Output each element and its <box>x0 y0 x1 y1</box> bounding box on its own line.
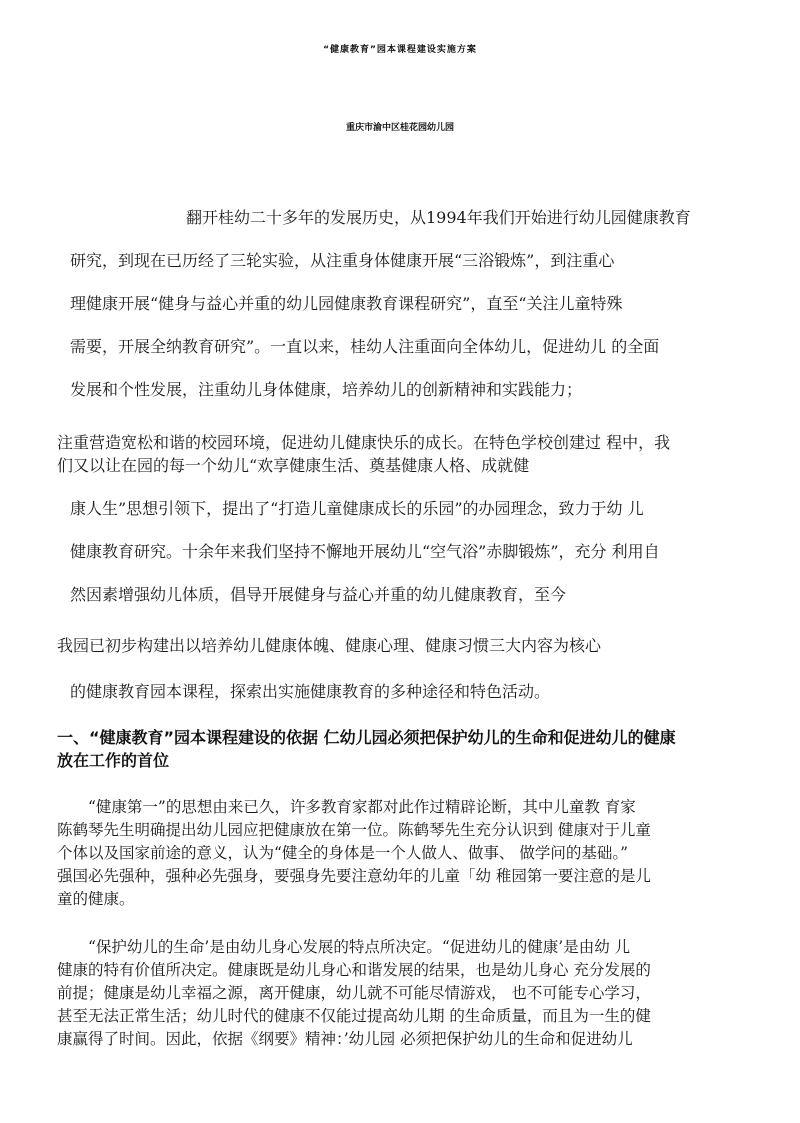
text-line: 需要，开展全纳教育研究”。一直以来，桂幼人注重面向全体幼儿，促进幼儿 的全面 <box>70 337 660 356</box>
text-line: 注重营造宽松和谐的校园环境，促进幼儿健康快乐的成长。在特色学校创建过 程中，我 <box>57 433 671 452</box>
section-heading: 一、“健康教育”园本课程建设的依据 仁幼儿园必须把保护幼儿的生命和促进幼儿的健康 <box>57 728 676 747</box>
text-line: 甚至无法正常生活；幼儿时代的健康不仅能过提高幼儿期 的生命质量，而且为一生的健 <box>57 1007 651 1025</box>
page-subtitle: 重庆市渝中区桂花园幼儿园 <box>345 123 454 133</box>
text-line: 发展和个性发展，注重幼儿身体健康，培养幼儿的创新精神和实践能力； <box>70 380 583 399</box>
text-line: 翻开桂幼二十多年的发展历史，从1994年我们开始进行幼儿园健康教育 <box>186 208 691 227</box>
text-line: 前提；健康是幼儿幸福之源，离开健康，幼儿就不可能尽情游戏， 也不可能专心学习， <box>57 984 651 1002</box>
text-line: 童的健康。 <box>57 890 135 908</box>
text-line: 我园已初步构建出以培养幼儿健康体魄、健康心理、健康习惯三大内容为核心 <box>57 636 602 655</box>
text-line: 康赢得了时间。因此，依据《纲要》精神：’幼儿园 必须把保护幼儿的生命和促进幼儿 <box>57 1030 633 1048</box>
text-line: “健康第一”的思想由来已久，许多教育家都对此作过精辟论断，其中儿童教 育家 <box>88 798 636 816</box>
text-line: 的健康教育园本课程，探索出实施健康教育的多种途径和特色活动。 <box>70 682 551 701</box>
text-line: 理健康开展“健身与益心并重的幼儿园健康教育课程研究”，直至“关注儿童特殊 <box>70 294 623 313</box>
text-line: 健康教育研究。十余年来我们坚持不懈地开展幼儿“空气浴”赤脚锻炼”，充分 利用自 <box>70 542 660 561</box>
text-line: 个体以及国家前途的意义，认为“健全的身体是一个人做人、做事、 做学问的基础。” <box>57 844 629 862</box>
text-line: 强国必先强种，强种必先强身，要强身先要注意幼年的儿童「幼 稚园第一要注意的是儿 <box>57 867 651 885</box>
text-line: 研究，到现在已历经了三轮实验，从注重身体健康开展“三浴锻炼”，到注重心 <box>70 251 615 270</box>
text-line: 们又以让在园的每一个幼儿“欢享健康生活、奠基健康人格、成就健 <box>57 456 530 475</box>
section-heading: 放在工作的首位 <box>57 751 170 770</box>
text-line: 然因素增强幼儿体质，倡导开展健身与益心并重的幼儿健康教育，至今 <box>70 585 567 604</box>
text-line: “保护幼儿的生命’是由幼儿身心发展的特点所决定。“促进幼儿的健康’是由幼 儿 <box>88 938 631 956</box>
page-title: “健康教育”园本课程建设实施方案 <box>323 45 477 55</box>
text-line: 康人生”思想引领下，提出了“打造儿童健康成长的乐园”的办园理念，致力于幼 儿 <box>70 499 644 518</box>
text-line: 陈鹤琴先生明确提出幼儿园应把健康放在第一位。陈鹤琴先生充分认识到 健康对于儿童 <box>57 821 651 839</box>
text-line: 健康的特有价值所决定。健康既是幼儿身心和谐发展的结果，也是幼儿身心 充分发展的 <box>57 961 651 979</box>
